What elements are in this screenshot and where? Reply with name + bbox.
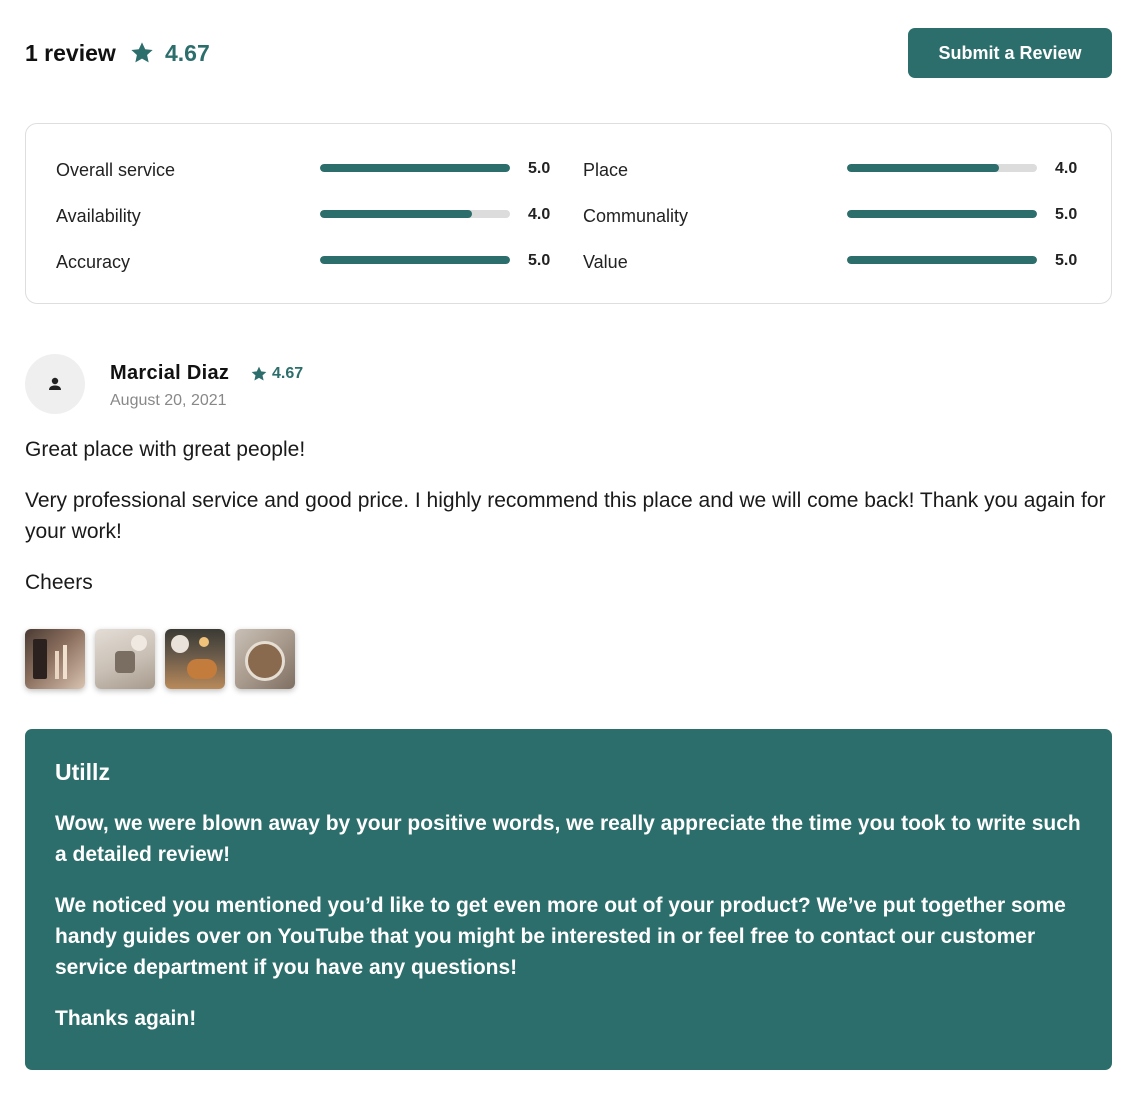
rating-row-place [583,158,1083,182]
rating-label: Availability [56,206,141,226]
review-paragraph: Cheers [25,571,93,594]
rating-value: 5.0 [528,160,551,177]
rating-row-availability [56,204,556,228]
reviews-header [25,28,1112,78]
owner-reply [25,729,1112,1070]
reviewer-rating: 4.67 [272,365,304,382]
rating-bar-fill [320,256,510,264]
reply-paragraph: Wow, we were blown away by your positive words, we really appreciate the time you took to write such a detailed review! [55,812,1081,866]
review-date: August 20, 2021 [110,392,227,409]
reply-text [55,808,1082,1034]
reply-paragraph: We noticed you mentioned you’d like to get even more out of your product? We’ve put together some handy guides over on YouTube that you might be interested in or feel free to contact our customer service department if you have any questions! [55,894,1066,979]
rating-row-communality [583,204,1083,228]
reply-paragraph: Thanks again! [55,1007,197,1030]
rating-row-accuracy [56,250,556,274]
rating-bar [320,210,510,218]
review-paragraph: Very professional service and good price. I highly recommend this place and we will come back! Thank you again for your work! [25,489,1106,543]
star-icon [250,365,268,383]
rating-value: 5.0 [1055,252,1078,269]
average-rating: 4.67 [165,40,210,66]
rating-label: Overall service [56,160,176,180]
user-icon [47,376,63,392]
rating-label: Value [583,252,628,272]
rating-value: 4.0 [528,206,551,223]
rating-row-value [583,250,1083,274]
star-icon [129,40,155,66]
rating-bar-fill [847,210,1037,218]
rating-bar-fill [320,164,510,172]
review-text [25,434,1112,618]
review-photo-thumbnail[interactable] [25,629,85,689]
rating-label: Accuracy [56,252,131,272]
rating-bar-fill [847,164,999,172]
avatar [25,354,85,414]
rating-value: 5.0 [1055,206,1078,223]
review-count: 1 review [25,40,116,66]
rating-bar [320,256,510,264]
rating-label: Place [583,160,629,180]
review-photo-thumbnail[interactable] [235,629,295,689]
rating-bar [847,256,1037,264]
rating-label: Communality [583,206,689,226]
rating-bar-fill [320,210,472,218]
review-photo-thumbnail[interactable] [165,629,225,689]
rating-bar [320,164,510,172]
rating-value: 4.0 [1055,160,1078,177]
rating-bar-fill [847,256,1037,264]
review-photo-thumbnail[interactable] [95,629,155,689]
rating-value: 5.0 [528,252,551,269]
submit-review-button[interactable]: Submit a Review [908,28,1112,78]
rating-row-overall-service [56,158,556,182]
reply-author: Utillz [55,759,110,785]
rating-bar [847,164,1037,172]
ratings-breakdown [25,123,1112,304]
rating-bar [847,210,1037,218]
review-paragraph: Great place with great people! [25,438,306,461]
reviewer-name[interactable]: Marcial Diaz [110,362,230,384]
